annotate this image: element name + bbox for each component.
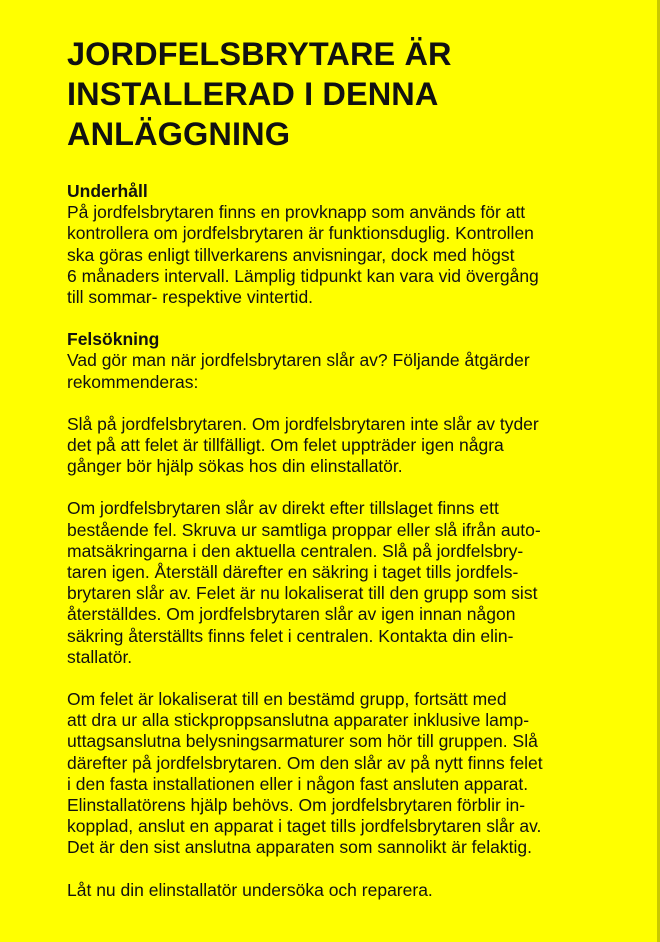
text-line: På jordfelsbrytaren finns en provknapp som används för att [67,202,526,223]
text-line: att dra ur alla stickproppsanslutna apparater inklusive lamp- [67,710,530,731]
text-line: det på att felet är tillfälligt. Om felet uppträder igen några [67,435,504,456]
text-line: Om jordfelsbrytaren slår av direkt efter tillslaget finns ett [67,498,499,519]
text-line: brytaren slår av. Felet är nu lokaliserat till den grupp som sist [67,583,538,604]
text-line: stallatör. [67,646,133,667]
step-paragraph-2 [67,498,607,668]
troubleshooting-intro [67,350,607,392]
warning-sign [67,34,607,901]
text-line: matsäkringarna i den aktuella centralen. Slå på jordfelsbry- [67,540,524,561]
title-line: ANLÄGGNING [67,116,291,152]
text-line: återställdes. Om jordfelsbrytaren slår av igen innan någon [67,604,516,625]
sign-title [67,34,607,154]
text-line: rekommenderas: [67,371,199,392]
text-line: ska göras enligt tillverkarens anvisningar, dock med högst [67,244,515,265]
text-line: i den fasta installationen eller i någon fast ansluten apparat. [67,773,529,794]
text-line: Låt nu din elinstallatör undersöka och reparera. [67,879,433,900]
text-line: till sommar- respektive vintertid. [67,287,314,308]
text-line: uttagsanslutna belysningsarmaturer som hör till gruppen. Slå [67,731,538,752]
text-line: taren igen. Återställ därefter en säkring i taget tills jordfels- [67,562,519,583]
title-line: JORDFELSBRYTARE ÄR [67,36,452,72]
text-line: därefter på jordfelsbrytaren. Om den slår av på nytt finns felet [67,752,543,773]
troubleshooting-section [67,329,607,901]
maintenance-text [67,202,607,308]
text-line: Om felet är lokaliserat till en bestämd grupp, fortsätt med [67,689,507,710]
text-line: säkring återställts finns felet i centralen. Kontakta din elin- [67,625,514,646]
troubleshooting-heading: Felsökning [67,329,160,350]
text-line: 6 månaders intervall. Lämplig tidpunkt kan vara vid övergång [67,265,539,286]
text-line: Slå på jordfelsbrytaren. Om jordfelsbrytaren inte slår av tyder [67,413,539,434]
text-line: Det är den sist anslutna apparaten som sannolikt är felaktig. [67,837,532,858]
text-line: Vad gör man när jordfelsbrytaren slår av? Följande åtgärder [67,350,530,371]
text-line: bestående fel. Skruva ur samtliga proppar eller slå ifrån auto- [67,519,541,540]
text-line: gånger bör hjälp sökas hos din elinstallatör. [67,456,403,477]
text-line: kontrollera om jordfelsbrytaren är funktionsduglig. Kontrollen [67,223,534,244]
step-paragraph-3 [67,689,607,859]
step-paragraph-1 [67,414,607,478]
title-line: INSTALLERAD I DENNA [67,76,439,112]
text-line: kopplad, anslut en apparat i taget tills jordfelsbrytaren slår av. [67,816,542,837]
maintenance-heading: Underhåll [67,181,148,201]
closing-paragraph [67,880,607,901]
maintenance-section [67,181,607,308]
text-line: Elinstallatörens hjälp behövs. Om jordfelsbrytaren förblir in- [67,795,526,816]
